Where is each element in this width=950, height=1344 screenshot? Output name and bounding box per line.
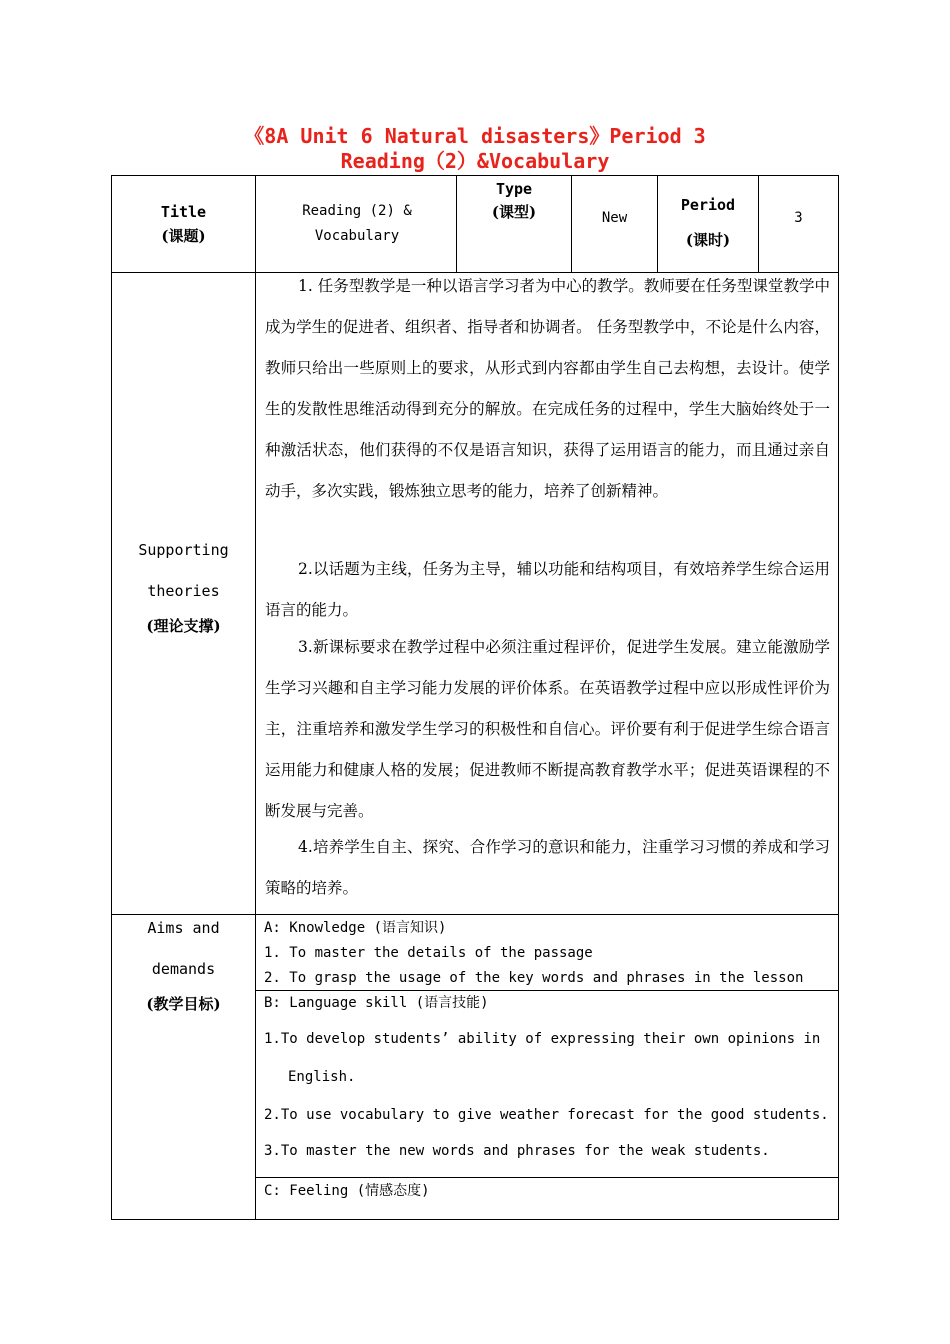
aims-label-line2: demands xyxy=(151,960,216,978)
aims-label-cn: (教学目标) xyxy=(146,995,221,1013)
period-value: 3 xyxy=(794,210,803,226)
skill-item-2: 2.To use vocabulary to give weather forecast for the good students. xyxy=(264,1107,829,1123)
supporting-label-cell xyxy=(112,537,255,640)
supporting-paragraph-3: 3.新课标要求在教学过程中必须注重过程评价，促进学生发展。建立能激励学生学习兴趣和自主学习能力发展的评价体系。在英语教学过程中应以形成性评价为主，注重培养和激发学生学习的积极性和自信心。评价要有利于促进学生综合语言运用能力和健康人格的发展；促进教师不断提高教育教学水平；促进英语课程的不断发展与完善。 xyxy=(265,638,830,820)
title-value: Reading (2) & Vocabulary xyxy=(302,203,412,244)
skill-heading: B: Language skill (语言技能) xyxy=(264,995,489,1011)
supporting-label-cn: (理论支撑) xyxy=(146,617,221,635)
supporting-label-line1: Supporting xyxy=(138,541,229,559)
knowledge-item-2: 2. To grasp the usage of the key words and phrases in the lesson xyxy=(264,970,804,986)
knowledge-item-1: 1. To master the details of the passage xyxy=(264,945,593,961)
aims-label-cell xyxy=(112,915,255,1018)
type-label-cn: (课型) xyxy=(491,203,537,221)
supporting-paragraph-2: 2.以话题为主线，任务为主导，辅以功能和结构项目，有效培养学生综合运用语言的能力。 xyxy=(265,560,830,619)
supporting-paragraph-1: 1. 任务型教学是一种以语言学习者为中心的教学。教师要在任务型课堂教学中成为学生的促进者、组织者、指导者和协调者。 任务型教学中，不论是什么内容，教师只给出一些原则上的要求，从形式到内容都由学生自己去构想，去设计。使学生的发散性思维活动得到充分的解放。在完成任务的过程中，学生大脑始终处于一种激活状态，他们获得的不仅是语言知识，获得了运用语言的能力，而且通过亲自动手，多次实践，锻炼独立思考的能力，培养了创新精神。 xyxy=(265,277,830,500)
title-label: Title xyxy=(160,203,207,221)
knowledge-heading: A: Knowledge (语言知识) xyxy=(264,920,447,936)
skill-item-1-line1: 1.To develop students’ ability of expressing their own opinions in xyxy=(264,1031,821,1047)
title-label-cn: (课题) xyxy=(161,227,206,245)
type-label: Type xyxy=(495,180,533,198)
period-label-cn: (课时) xyxy=(685,231,731,249)
type-value: New xyxy=(601,210,628,226)
title-label-cell xyxy=(112,176,255,272)
document-title-line1: 《8A Unit 6 Natural disasters》Period 3 xyxy=(244,124,706,148)
feeling-section xyxy=(264,1178,834,1204)
knowledge-section xyxy=(264,916,834,991)
period-label: Period xyxy=(680,196,736,214)
type-label-cell xyxy=(457,178,571,224)
document-title-line2: Reading（2）&Vocabulary xyxy=(340,149,610,173)
supporting-label-line2: theories xyxy=(147,582,220,600)
aims-label-line1: Aims and xyxy=(147,919,220,937)
skill-section xyxy=(264,991,834,1168)
supporting-paragraph-4: 4.培养学生自主、探究、合作学习的意识和能力，注重学习习惯的养成和学习策略的培养。 xyxy=(265,838,830,897)
skill-item-3: 3.To master the new words and phrases for the weak students. xyxy=(264,1143,770,1159)
skill-item-1-line2: English. xyxy=(288,1069,356,1085)
period-label-cell xyxy=(658,188,758,258)
feeling-heading: C: Feeling (情感态度) xyxy=(264,1183,430,1199)
